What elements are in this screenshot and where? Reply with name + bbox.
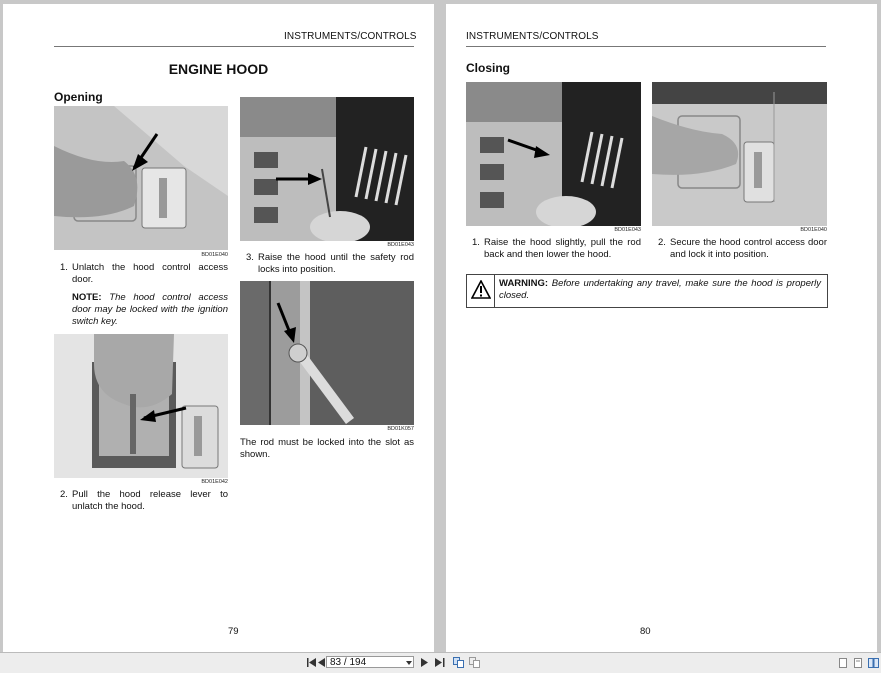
- photo-code: BD01E043: [387, 242, 414, 248]
- bookmark-icon[interactable]: [853, 656, 863, 669]
- paste-icon[interactable]: [468, 656, 480, 669]
- step-number: 3.: [246, 252, 254, 263]
- step-text: Unlatch the hood control access door.: [72, 262, 228, 285]
- warning-text: Before undertaking any travel, make sure the hood is properly closed.: [499, 278, 821, 301]
- note-label: NOTE:: [72, 292, 102, 303]
- single-page-icon[interactable]: [838, 656, 848, 669]
- photo-code: BD01K057: [387, 426, 414, 432]
- next-page-icon[interactable]: [419, 656, 429, 669]
- photo-code: BD01E040: [800, 227, 827, 233]
- page-number: 79: [228, 626, 239, 637]
- photo-release-lever: [54, 334, 228, 478]
- photo-rod-slot: [240, 281, 414, 425]
- section-heading: Closing: [466, 61, 510, 75]
- section-heading: Opening: [54, 90, 103, 104]
- photo-secure-door: [652, 82, 827, 226]
- warning-label: WARNING:: [499, 278, 549, 289]
- warning-divider: [494, 275, 495, 307]
- photo-safety-rod: [240, 97, 414, 241]
- step-2: [54, 489, 228, 513]
- header-rule: [54, 46, 414, 47]
- warning-icon: [471, 280, 491, 299]
- running-header: INSTRUMENTS/CONTROLS: [466, 31, 599, 42]
- photo-lower-hood: [466, 82, 641, 226]
- two-page-icon[interactable]: [867, 656, 879, 669]
- last-page-icon[interactable]: [434, 656, 446, 669]
- step-1: [466, 237, 641, 261]
- page-number: 80: [640, 626, 651, 637]
- page-number-field[interactable]: 83 / 194: [326, 656, 414, 668]
- viewer-toolbar: [0, 652, 881, 673]
- step-number: 1.: [60, 262, 68, 273]
- note-text: The hood control access door may be locked with the ignition switch key.: [72, 292, 228, 327]
- step-1: [54, 262, 228, 286]
- prev-page-icon[interactable]: [316, 656, 326, 669]
- step-text: Raise the hood slightly, pull the rod back and then lower the hood.: [484, 237, 641, 260]
- step-number: 1.: [472, 237, 480, 248]
- left-page: [3, 4, 434, 652]
- running-header: INSTRUMENTS/CONTROLS: [284, 31, 417, 42]
- photo-access-door: [54, 106, 228, 250]
- photo-code: BD01E042: [201, 479, 228, 485]
- photo-code: BD01E043: [614, 227, 641, 233]
- rod-caption: The rod must be locked into the slot as shown.: [240, 437, 414, 460]
- first-page-icon[interactable]: [306, 656, 316, 669]
- header-rule: [466, 46, 826, 47]
- warning-box: [466, 274, 828, 308]
- step-2: [652, 237, 827, 261]
- step-text: Pull the hood release lever to unlatch the hood.: [72, 489, 228, 512]
- step-text: Raise the hood until the safety rod locks into position.: [258, 252, 414, 275]
- warning-text-block: [499, 278, 821, 302]
- photo-code: BD01E040: [201, 252, 228, 258]
- right-page: [446, 4, 877, 652]
- note: [72, 292, 228, 328]
- step-3: [240, 252, 414, 276]
- step-text: Secure the hood control access door and lock it into position.: [670, 237, 827, 260]
- step-number: 2.: [658, 237, 666, 248]
- dropdown-icon[interactable]: [404, 656, 414, 669]
- page-title: ENGINE HOOD: [168, 61, 269, 77]
- step-number: 2.: [60, 489, 68, 500]
- copy-icon[interactable]: [452, 656, 464, 669]
